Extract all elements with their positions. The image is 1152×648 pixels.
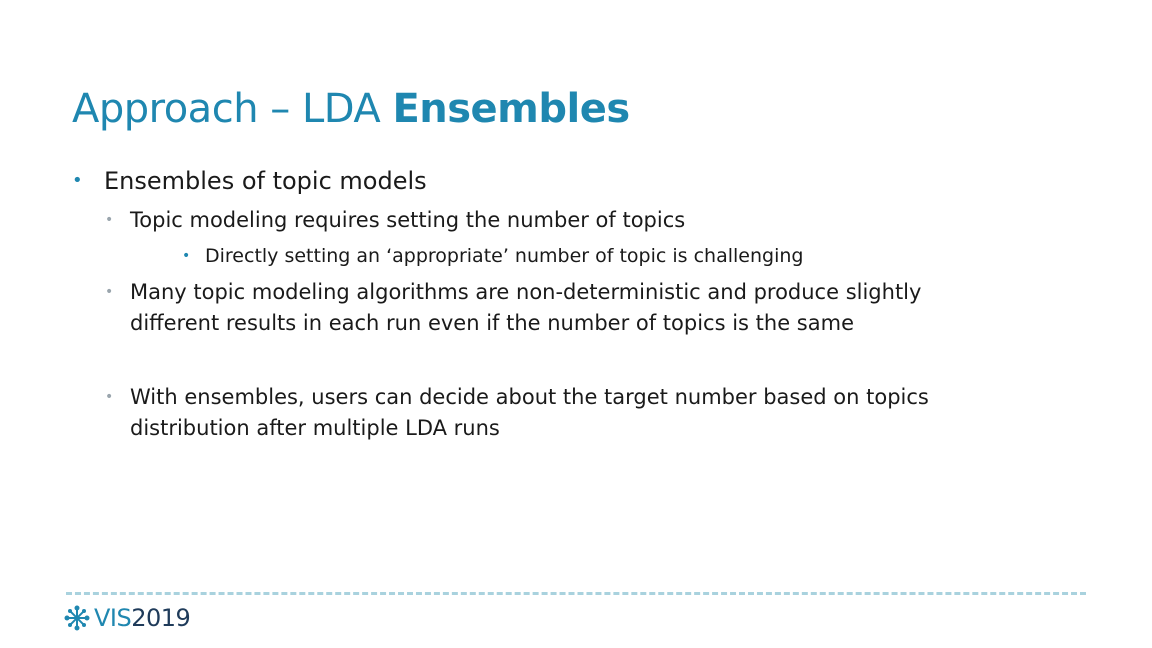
- bullet-item1-text: Topic modeling requires setting the number of topics: [130, 208, 686, 232]
- bullet-item2: [105, 277, 922, 339]
- logo-text: [94, 604, 190, 632]
- bullet-dot-icon: •: [72, 170, 83, 191]
- logo-vis: VIS: [94, 604, 132, 632]
- bullet-item2-line1: Many topic modeling algorithms are non-deterministic and produce slightly: [130, 280, 922, 304]
- bullet-item1: [105, 205, 686, 236]
- vis-logo: [64, 602, 190, 634]
- bullet-item1-sub: [182, 242, 804, 270]
- bullet-dot-icon: •: [182, 248, 191, 264]
- slide-title: [72, 84, 630, 134]
- bullet-item1-sub-text: Directly setting an ‘appropriate’ number of topic is challenging: [205, 245, 804, 267]
- bullet-item3-line1: With ensembles, users can decide about the target number based on topics: [130, 385, 929, 409]
- bullet-dot-icon: •: [105, 284, 114, 300]
- title-plain: Approach – LDA: [72, 86, 393, 132]
- logo-year: 2019: [131, 604, 191, 632]
- bullet-dot-icon: •: [105, 389, 114, 405]
- bullet-level1: [72, 165, 427, 197]
- bullet-item3: [105, 382, 929, 444]
- bullet-dot-icon: •: [105, 212, 114, 228]
- title-bold: Ensembles: [392, 86, 630, 132]
- bullet-level1-text: Ensembles of topic models: [104, 167, 427, 195]
- footer-divider: [66, 592, 1086, 595]
- bullet-item3-line2: distribution after multiple LDA runs: [130, 416, 500, 440]
- snowflake-icon: [64, 605, 90, 631]
- bullet-item2-line2: different results in each run even if the number of topics is the same: [130, 311, 854, 335]
